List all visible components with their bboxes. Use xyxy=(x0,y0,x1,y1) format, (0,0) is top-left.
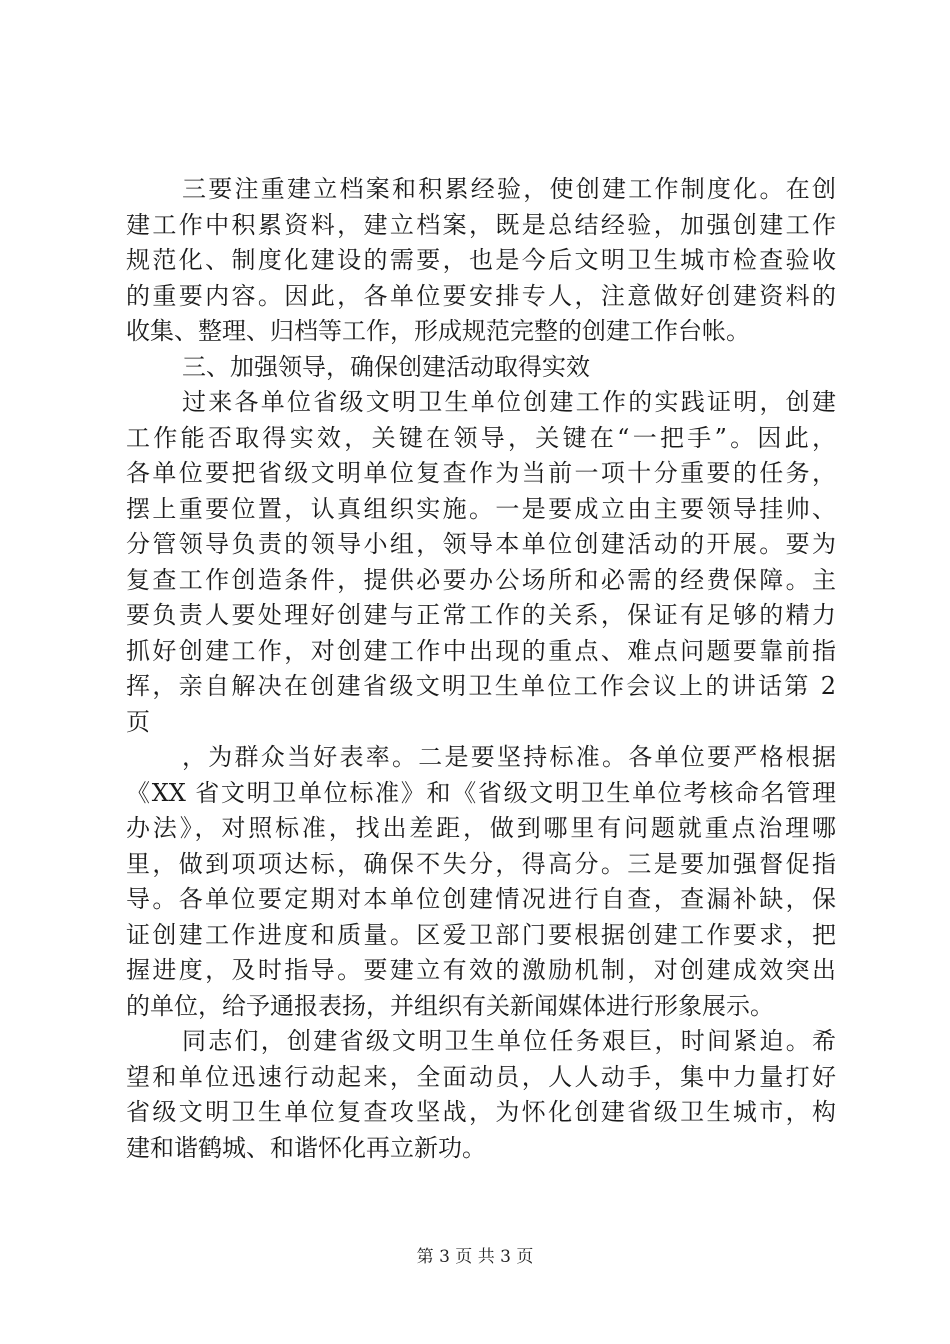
text-line: 复查工作创造条件，提供必要办公场所和必需的经费保障。主 xyxy=(126,565,836,594)
text-line: 过来各单位省级文明卫生单位创建工作的实践证明，创建 xyxy=(182,388,836,416)
paragraph-standards xyxy=(126,740,836,1024)
text-line: 同志们，创建省级文明卫生单位任务艰巨，时间紧迫。希 xyxy=(182,1027,836,1055)
text-line: 握进度，及时指导。要建立有效的激励机制，对创建成效突出 xyxy=(126,956,836,984)
page-footer xyxy=(0,1242,950,1267)
paragraph-leadership xyxy=(126,385,836,740)
text-line: 要负责人要处理好创建与正常工作的关系，保证有足够的精力 xyxy=(126,601,836,629)
text-line: 抓好创建工作，对创建工作中出现的重点、难点问题要靠前指 xyxy=(126,636,836,665)
text-line: 导。各单位要定期对本单位创建情况进行自查，查漏补缺，保 xyxy=(126,885,836,913)
section-heading-text: 三、加强领导，确保创建活动取得实效 xyxy=(182,352,590,381)
text-line: 里，做到项项达标，确保不失分，得高分。三是要加强督促指 xyxy=(126,849,836,878)
text-line: 省级文明卫生单位复查攻坚战，为怀化创建省级卫生城市，构 xyxy=(126,1098,836,1126)
section-heading xyxy=(126,350,836,386)
page-number-label: 第 3 页 共 3 页 xyxy=(416,1247,534,1267)
document-body xyxy=(126,172,836,1166)
text-line: 三要注重建立档案和积累经验，使创建工作制度化。在创 xyxy=(182,175,836,203)
text-line: 建工作中积累资料，建立档案，既是总结经验，加强创建工作 xyxy=(126,210,836,239)
text-line: 规范化、制度化建设的需要，也是今后文明卫生城市检查验收 xyxy=(126,246,836,274)
text-line: 分管领导负责的领导小组，领导本单位创建活动的开展。要为 xyxy=(126,530,836,558)
text-line: 办法》，对照标准，找出差距，做到哪里有问题就重点治理哪 xyxy=(126,814,836,842)
text-line: 各单位要把省级文明单位复查作为当前一项十分重要的任务， xyxy=(126,459,836,487)
text-line: 望和单位迅速行动起来，全面动员，人人动手，集中力量打好 xyxy=(126,1062,836,1091)
text-line: 的重要内容。因此，各单位要安排专人，注意做好创建资料的 xyxy=(126,281,836,310)
text-line: ，为群众当好表率。二是要坚持标准。各单位要严格根据 xyxy=(182,743,836,771)
text-line: 的单位，给予通报表扬，并组织有关新闻媒体进行形象展示。 xyxy=(126,991,774,1020)
text-line: 挥，亲自解决在创建省级文明卫生单位工作会议上的讲话第 2 xyxy=(126,672,836,700)
paragraph-archives xyxy=(126,172,836,350)
text-line: 页 xyxy=(126,707,150,736)
text-line: 《XX 省文明卫单位标准》和《省级文明卫生单位考核命名管理 xyxy=(126,778,836,807)
text-line: 摆上重要位置，认真组织实施。一是要成立由主要领导挂帅、 xyxy=(126,494,836,523)
paragraph-closing xyxy=(126,1024,836,1166)
text-line: 工作能否取得实效，关键在领导，关键在“一把手”。因此， xyxy=(126,423,836,452)
text-line: 建和谐鹤城、和谐怀化再立新功。 xyxy=(126,1133,486,1162)
text-line: 证创建工作进度和质量。区爱卫部门要根据创建工作要求，把 xyxy=(126,920,836,949)
text-line: 收集、整理、归档等工作，形成规范完整的创建工作台帐。 xyxy=(126,317,750,345)
